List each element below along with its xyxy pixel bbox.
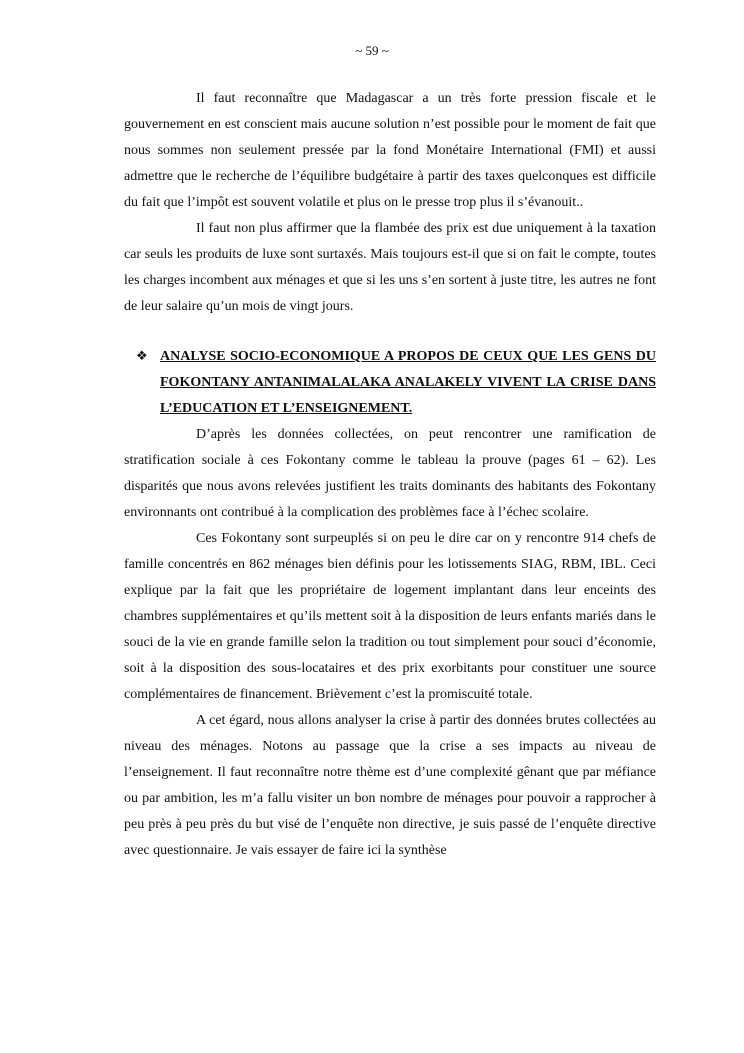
paragraph-crisis-analysis: A cet égard, nous allons analyser la crise à partir des données brutes collectées au niveau des ménages. Notons au passage que la crise a ses impacts au niveau de l’enseignement. Il faut reconnaître notre thème est d’une complexité gênant que par méfiance ou par ambition, les m’a fallu visiter un bon nombre de ménages pour pouvoir a rapprocher à peu près à peu près du but visé de l’enquête non directive, je suis passé de l’enquête directive avec questionnaire. Je vais essayer de faire ici la synthèse: [124, 713, 656, 858]
paragraph-price-surge: Il faut non plus affirmer que la flambée des prix est due uniquement à la taxation car seuls les produits de luxe sont surtaxés. Mais toujours est-il que si on fait le compte, toutes les charges incombent aux ménages et que si les uns s’en sortent à juste titre, les autres ne font de leur salaire qu’un mois de vingt jours.: [124, 221, 656, 314]
page-number: ~ 59 ~: [355, 43, 389, 58]
paragraph-data-collected: D’après les données collectées, on peut rencontrer une ramification de stratification sociale à ces Fokontany comme le tableau la prouve (pages 61 – 62). Les disparités que nous avons relevées justifient les traits dominants des habitants des Fokontany environnants ont contribué à la complication des problèmes face à l’échec scolaire.: [124, 427, 656, 520]
section-spacer: [124, 320, 656, 344]
paragraph-fiscal-pressure: Il faut reconnaître que Madagascar a un très forte pression fiscale et le gouvernement en est conscient mais aucune solution n’est possible pour le moment de fait que nous sommes non seulement pressée par la fond Monétaire International (FMI) et aussi admettre que le recherche de l’équilibre budgétaire à partir des taxes quelconques est difficile du fait que l’impôt est souvent volatile et plus on le presse trop plus il s’évanouit..: [124, 91, 656, 210]
section-heading: [124, 344, 656, 422]
paragraph-overpopulation: Ces Fokontany sont surpeuplés si on peu le dire car on y rencontre 914 chefs de famille concentrés en 862 ménages bien définis pour les lotissements SIAG, RBM, IBL. Ceci explique par la fait que les propriétaire de logement implantant dans leur enceints des chambres supplémentaires et qu’ils mettent soit à la disposition de leurs enfants mariés dans le souci de la vie en grande famille selon la tradition ou tout simplement pour souci d’économie, soit à la disposition des sous-locataires et des prix exorbitants pour constituer une source complémentaires de financement. Brièvement c’est la promiscuité totale.: [124, 531, 656, 702]
diamond-bullet-icon: ❖: [136, 349, 148, 364]
document-body: [124, 86, 656, 864]
section-heading-text: ANALYSE SOCIO-ECONOMIQUE A PROPOS DE CEUX QUE LES GENS DU FOKONTANY ANTANIMALALAKA ANALAKELY VIVENT LA CRISE DANS L’EDUCATION ET L’ENSEIGNEMENT.: [160, 349, 656, 416]
